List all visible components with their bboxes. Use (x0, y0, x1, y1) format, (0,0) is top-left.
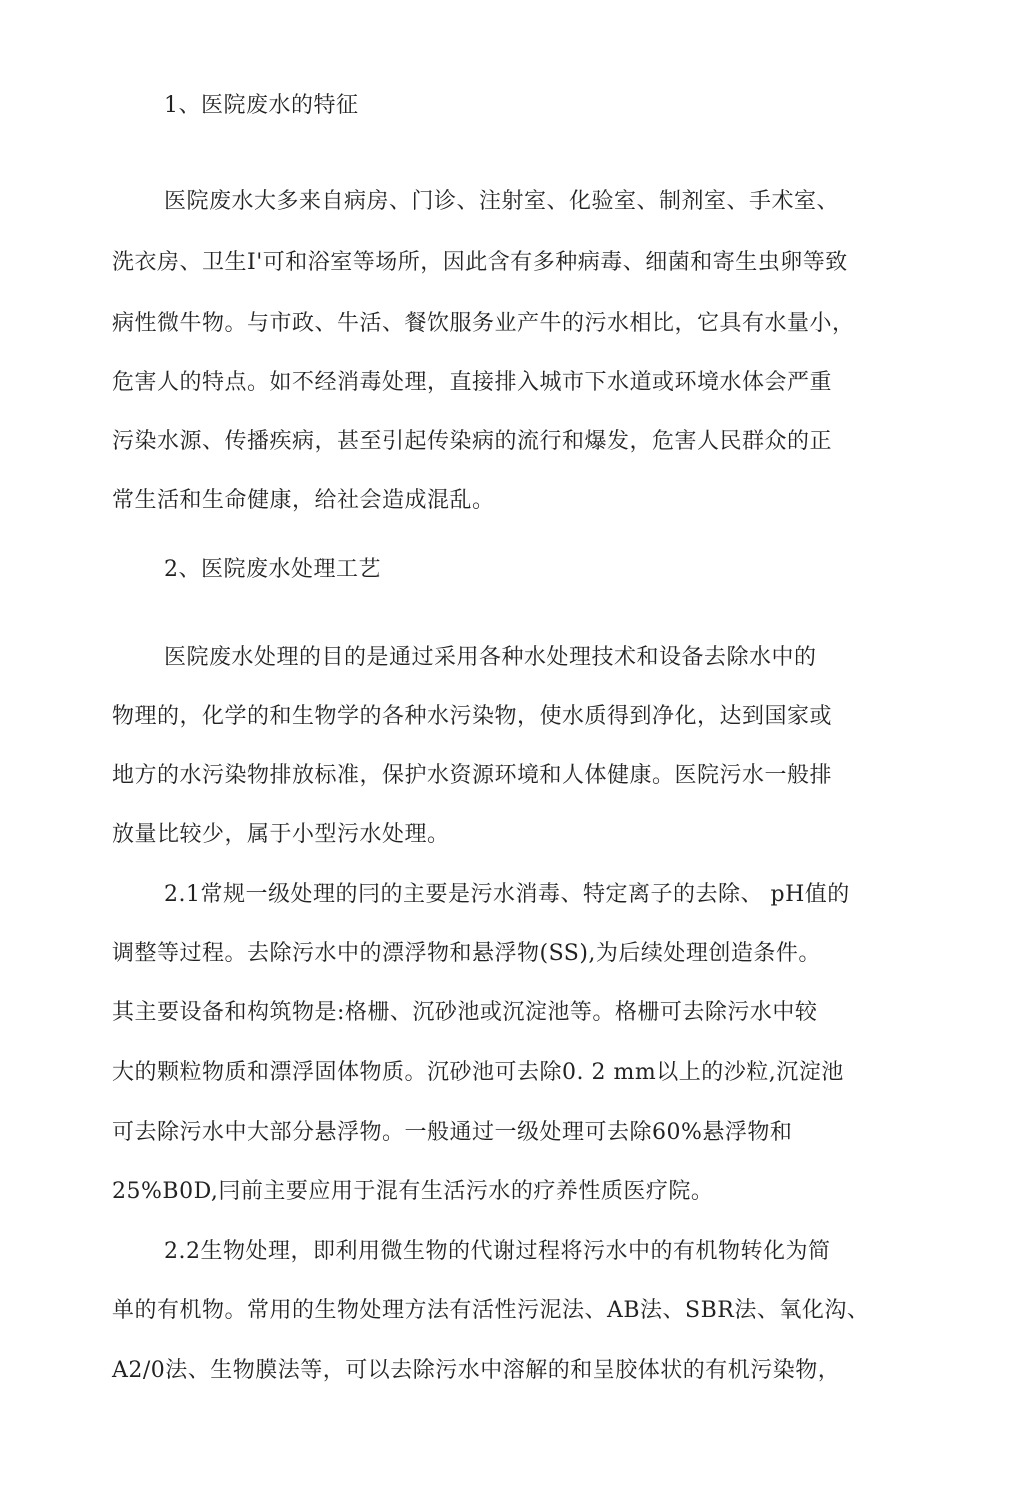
paragraph-line: 危害人的特点。如不经消毒处理，直接排入城市下水道或环境水体会严重 (112, 370, 833, 395)
paragraph-line: 物理的，化学的和生物学的各种水污染物，使水质得到净化，达到国家或 (112, 704, 833, 729)
paragraph-line: A2/0法、生物膜法等，可以去除污水中溶解的和呈胶体状的有机污染物， (112, 1358, 841, 1383)
paragraph-line: 洗衣房、卫生I'可和浴室等场所，因此含有多种病毒、细菌和寄生虫卵等致 (112, 250, 848, 275)
paragraph-line: 其主要设备和构筑物是:格栅、沉砂池或沉淀池等。格栅可去除污水中较 (112, 1000, 818, 1025)
paragraph-line: 常生活和生命健康，给社会造成混乱。 (112, 488, 495, 513)
paragraph-line: 调整等过程。去除污水中的漂浮物和悬浮物(SS),为后续处理创造条件。 (112, 941, 821, 966)
paragraph-line: 2.1常规一级处理的冃的主要是污水消毒、特定离子的去除、 pH值的 (164, 882, 850, 907)
paragraph-line: 大的颗粒物质和漂浮固体物质。沉砂池可去除0. 2 mm以上的沙粒,沉淀池 (112, 1060, 844, 1085)
paragraph-line: 25%B0D,冃前主要应用于混有生活污水的疗养性质医疗院。 (112, 1179, 714, 1204)
paragraph-line: 医院废水大多来自病房、门诊、注射室、化验室、制剂室、手术室、 (164, 189, 840, 214)
paragraph-line: 可去除污水中大部分悬浮物。一般通过一级处理可去除60%悬浮物和 (112, 1120, 793, 1145)
paragraph-line: 医院废水处理的目的是通过采用各种水处理技术和设备去除水中的 (164, 645, 817, 670)
paragraph-line: 病性微牛物。与市政、牛活、餐饮服务业产牛的污水相比，它具有水量小， (112, 311, 855, 336)
section-heading-2: 2、医院废水处理工艺 (164, 557, 381, 582)
paragraph-line: 污染水源、传播疾病，甚至引起传染病的流行和爆发，危害人民群众的正 (112, 429, 833, 454)
paragraph-line: 单的有机物。常用的生物处理方法有活性污泥法、AB法、SBR法、氧化沟、 (112, 1298, 870, 1323)
section-heading-1: 1、医院废水的特征 (164, 93, 359, 118)
paragraph-line: 2.2生物处理，即利用微生物的代谢过程将污水中的有机物转化为简 (164, 1239, 831, 1264)
paragraph-line: 地方的水污染物排放标准，保护水资源环境和人体健康。医院污水一般排 (112, 763, 833, 788)
paragraph-line: 放量比较少，属于小型污水处理。 (112, 822, 450, 847)
